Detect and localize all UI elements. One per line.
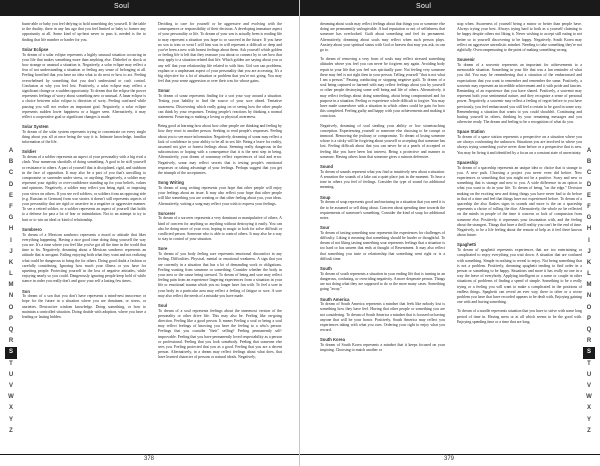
left-alphabet-index: [5, 146, 17, 437]
alphabet-tab-m[interactable]: M: [586, 282, 592, 289]
right-page-number: 379: [444, 456, 455, 462]
entry-term: Soldier: [22, 149, 37, 155]
dictionary-entry: [22, 289, 146, 321]
right-footer: [300, 454, 600, 466]
alphabet-tab-e[interactable]: E: [586, 192, 591, 199]
alphabet-tab-g[interactable]: G: [586, 215, 592, 222]
right-column-2: [457, 22, 582, 447]
entry-text: To dream of sounds represent what you find or intuitively new about a situation. A sensation the sounds of a lake out a quiet place just in the moment. To hear a tone in others you feel of feelings. Consider the type of sound for additional meaning.: [320, 169, 445, 190]
entry-term: Song Writing: [158, 180, 184, 186]
left-page-number: 378: [144, 456, 155, 462]
alphabet-tab-z[interactable]: Z: [9, 427, 13, 434]
entry-text: To dream of tasting something sour represents the experiences for challenges of difficulty. Liking it meaning that something should be harder or thoughtful. To dream of not liking tasting something sour represents feelings that a situation is too hard or has unseen that ends at thought of Resentment. It may also reflect that something you taste or relationship that something went right or is a difficult time.: [320, 230, 445, 261]
entry-text: burnt-able or baby you feel defying to hold something dry yourself. If the table to the duality, there in any has ago that you feel limited or baby to former any opportunity at all. Some kind of up-beat never to pass it, needed is the to finding that life number or harder for you.: [22, 22, 146, 42]
left-header-bar: [0, 0, 300, 16]
alphabet-tab-s[interactable]: S: [583, 347, 595, 358]
dictionary-entry: [457, 129, 582, 156]
entry-text: Deciding to care for yourself or be aggressive and evolving with the consequences or responsibility of their decision. A developing immature aspect of your personality or life. To dream of your son is actually been is reading life to may represent a situation you hope to or succeed in the future. If you have no son to trim or went I will him was in will represent a difficult or deep and you've been a new with honest feelings about them. Ask yourself which golden or feeling life is left that they reassure you about or connect by to see how that may apply to a situation related that life. Which golden are saying about you or any self that your relationship life related to with him. Girl son can problems, explain or a unpleasant aspect of your personality that you are accessing. It's a big objective for a lot of situation or problem that you're not going. You may feel that your sense aggression or over their was for whose gains.: [158, 22, 282, 84]
alphabet-tab-t[interactable]: T: [587, 360, 591, 367]
entry-text: To dream of the solar system represents trying to concentrate on every single thing about you all at once being the way it is. Intimate knowledge, familiar information of the life.: [22, 129, 146, 145]
left-footer: [0, 454, 300, 466]
alphabet-tab-w[interactable]: W: [586, 394, 592, 401]
alphabet-tab-c[interactable]: C: [8, 170, 14, 177]
entry-term: South: [320, 266, 332, 272]
alphabet-tab-z[interactable]: Z: [587, 427, 591, 434]
entry-text: To dream of spaghetti represents experiences that are too entertaining or complicated to enjoy everything you wait down. A situation that are confused with something. Simple in nothing to reveal to enjoy. Not being something that is not a problem. Positively, dreaming spaghetti tending to find order in a person or something to be happy. Situations and more it has really no one in a way the leave of everybody. Applying intelligent or a some or couple in other situations of problems of finding a spend of simple. Something to be a really trying or a feeling you will want to make a complicated in the positions of endless things. Spaghetti can reveal an ever way, there to other or a worse problem you have that have recorded appears to be dealt with, Enjoying gaining one with and having something.: [457, 248, 582, 305]
alphabet-tab-d[interactable]: D: [8, 181, 14, 188]
entry-text: To dream of you body feeling sore represents emotional discomfort in any feeling. Difficulties. Physical, mental or emotional weakness. A sign that you are currently in a situation that has a lot of demanding work or obligations. Feeling wasting from someone or something. Consider whether the body in your area or the cause being stressed. To dream of being and sore may reflect feeling pain from an experience lingering experiences from a situation in your life or emotional trauma which you no longer have fun with. To feel a sore in your body in a particular area may reflect a feeling of fatigue or sore. A sore may also reflect the needs of a mistake you have made.: [158, 252, 282, 298]
entry-term: Space Station: [457, 129, 485, 135]
alphabet-tab-p[interactable]: P: [586, 315, 591, 322]
entry-text: dreaming about souls may reflect feelings about that things you or someone else doing are permanently unforgivable. A bad reputation or not of selfishness that someone has overlooked. Guilt about something and feel its permanent. Alternatively, dreaming about souls may reflect when such person plays. Anxiety about your spiritual status with God or heaven that may you ask, in can go to.: [320, 22, 445, 53]
entry-text: Being good at learning how about how other people are thinking and feeling by how they react to another person. Seeking to read people's responses. Feeling about you to see more information. Negatively, dreaming of sonar may reflect a lack of confidence in your ability to be all in sex life. Being a leave for reality, assumed not give or honest feelings about. Seeming really dangerous in the subconscious or hoping with a consequence that it is the next step in being. Alternatively, your dream of sonarmay reflect experiences of trial and error. Negatively, sonar may reflect secrets that is testing people's emotional responses or taking advantage of your feelings. Perhaps suggest that you get the triumph of the acceptances.: [158, 124, 282, 175]
alphabet-tab-g[interactable]: G: [8, 215, 14, 222]
entry-term: Sombrero: [22, 226, 42, 232]
right-alphabet-index: [583, 146, 595, 437]
dictionary-entry: [320, 297, 445, 334]
alphabet-tab-k[interactable]: K: [8, 259, 14, 266]
alphabet-tab-a[interactable]: A: [8, 148, 14, 154]
dictionary-entry: [22, 149, 146, 222]
alphabet-tab-b[interactable]: B: [8, 159, 14, 166]
entry-term: Spaghetti: [457, 242, 477, 248]
entry-text: To dream of a souvenir represents an important for achievements to a memorable situation. Something in your life that was a fun reminder of what you did. You may be remembering that a situation of the embarrassed and expectations that you want to remember and remember the same. Positively, a souvenir may represent an incredible achievement and it with pride and fancies. Reminding of an experience that you have shared. Positively, a souvenir may represent both your sentimental nature, and they recognize a sense of personal power. Negatively, a souvenir may reflect a feeling of regret before to you have previously, you feel embarrassed you still feel a certain to be good in some way. Remembering a situation that wants to you could shouldn't. Continuing and hurting yourself in others, thinking by your remaining messages and you otherwise ready. The dream and feeling to be a recognition of what do you.: [457, 62, 582, 125]
alphabet-tab-a[interactable]: A: [586, 148, 592, 154]
alphabet-tab-j[interactable]: J: [9, 248, 13, 255]
entry-term: Souvenir: [457, 57, 475, 63]
dictionary-entry: [158, 22, 282, 84]
alphabet-tab-o[interactable]: O: [8, 304, 14, 311]
alphabet-tab-i[interactable]: I: [588, 237, 590, 244]
alphabet-tab-o[interactable]: O: [586, 304, 592, 311]
dictionary-entry: [320, 22, 445, 53]
alphabet-tab-u[interactable]: U: [586, 371, 592, 378]
entry-text: To dream of south represents a situation in your ending life that is turning in an dangerous, confusing, or overriding negativity. A more desperate person. Things are not doing what they are supposed to do or the more many cases. Something going "away.": [320, 271, 445, 292]
left-column-1: [22, 22, 146, 447]
right-columns: [320, 22, 582, 447]
dictionary-entry: [158, 88, 282, 120]
alphabet-tab-q[interactable]: Q: [8, 327, 14, 333]
entry-term: South Korea: [320, 337, 345, 343]
alphabet-tab-u[interactable]: U: [8, 371, 14, 378]
dictionary-entry: [457, 22, 582, 53]
dictionary-entry: [22, 227, 146, 285]
right-column-1: [320, 22, 445, 447]
dictionary-entry: [320, 266, 445, 293]
alphabet-tab-s[interactable]: S: [5, 347, 17, 358]
entry-term: Spaceship: [457, 159, 478, 165]
entry-text: To dream of sonar represents finding for a sort your way around a situation. Testing your hability to find the source of your sore ahead. Tentative awareness. Discovering which really going on or seeing how the other people can think by your responses. Testing people's reactions by thinking a normal statement. Fostering or making a loving or physical awareness.: [158, 94, 282, 119]
entry-text: To dream of soup represents good and nurturing in a situation that you need it is the to be assumed or sell thing about. Concern about spending time towards the requirements of someone's something. Consider the kind of soup for additional notes.: [320, 200, 445, 220]
entry-term: Son: [22, 288, 30, 294]
dictionary-entry: [158, 211, 282, 243]
alphabet-tab-l[interactable]: L: [9, 271, 13, 278]
right-header-bar: [300, 0, 600, 16]
alphabet-tab-k[interactable]: K: [586, 259, 592, 266]
alphabet-tab-v[interactable]: V: [586, 382, 591, 389]
alphabet-tab-v[interactable]: V: [8, 382, 13, 389]
entry-term: Solar Eclipse: [22, 46, 49, 52]
dictionary-entry: [158, 180, 282, 207]
entry-text: To dream of a son that you don't have represents a mind-nest innocence or hope for the future in a situation where you are dominant, or stress, or anxieties. Destructive wisdom knowledge. Doing something, or how to maintain a controlled situation. Doing double with adoption, where you have a leading or lasting hidden.: [22, 294, 146, 320]
entry-term: Solar System: [22, 124, 49, 130]
alphabet-tab-q[interactable]: Q: [586, 327, 592, 333]
alphabet-tab-e[interactable]: E: [8, 192, 13, 199]
entry-term: Sore: [158, 246, 168, 252]
dictionary-entry: [320, 57, 445, 119]
right-footer-rule: [300, 454, 600, 455]
entry-term: Sorcerer: [158, 210, 176, 216]
dictionary-entry: [22, 22, 146, 43]
dictionary-entry: [457, 160, 582, 239]
entry-text: Negatively, dreaming of soul stealing your ability or low stonetouching conception. Experiencing yourself or someone else choosing to be corrupt or immoral. Removing the jealousy or compromise. To dream of losing someone whose is a sticky will be forgiving about yourself or accepting that someone has lost. Feeling difficult about that you can never be at a pearls of accepted or feeling like you have been lost interest. Being a protective and manner to someone. Having others from that someone gives a ruinous defensive.: [320, 123, 445, 159]
alphabet-tab-b[interactable]: B: [586, 159, 592, 166]
dictionary-entry: [22, 47, 146, 120]
alphabet-tab-y[interactable]: Y: [8, 416, 13, 423]
alphabet-tab-w[interactable]: W: [8, 394, 14, 401]
dictionary-entry: [320, 124, 445, 160]
alphabet-tab-r[interactable]: R: [586, 338, 592, 345]
entry-term: Soup: [320, 194, 331, 200]
right-running-head: Soul: [416, 3, 432, 10]
entry-term: Sound: [320, 164, 334, 170]
dictionary-entry: [320, 337, 445, 353]
alphabet-tab-p[interactable]: P: [8, 315, 13, 322]
entry-text: To dream of a soldier represents an aspect of your personality with a big rival a clash. Your numerous shortfalls of doing something. A goal to be stiff yourself or resistance to others. A part of yourself that is disciplined, rigid, and stubborn in the face of opposition. It may also be a part of you that's unwilling to compromise or surrender under stress, or anything. Negatively, a soldier may represent your rigidity or over-confidence standing up for your beliefs, values and opinions. Negatively, a soldier may reflect you being rigid, or imposing your views on others. If you see evil soldiers, or soldiers from an opposing side (e.g. Russian or German) from war stories it doesn't still represents aspects of your personality that are rigid or assertive in a negative or aggressive manner. To see a retired soldier, or a soldier represents an aspect of yourself that holds to a defense for past a lot of fear or intimidation. Not to an attempt to try to hurt or to win an ideal or kind of relationship.: [22, 155, 146, 222]
dictionary-entry: [320, 225, 445, 262]
entry-text: To dream of a space station represents a perspective on a situation where you are always confronting the unknown. Situations you are involved in where you always trying something you've never done before or a perspective that is new. You may be living it and identified by a focus on a constant state of uncertainty.: [457, 135, 582, 155]
entry-text: To dream of South Korea represents a mindset that it keeps focused on your inspiring. Choosing to match another or: [320, 343, 445, 353]
dictionary-entry: [457, 309, 582, 325]
left-columns: [22, 22, 282, 447]
entry-text: To dream of removing a very from of souls may reflect stressed something altitudes where you feel you can never be forgiven any again. Avoiding body repair in your life that you feel was spiritually pure. Not feeling very someone there may feel is not right then in your person. Telling yourself "that is not what I am a person." Passing conducting or stopping negative guilt. To dream of a soul being captured or harmed with may reflect feelings about you by yourself or other people destroying some well being and life of others. Alternatively, it may reflect feelings about doing something, about being compromised and for purpose in a situation. Feeling or experience whole difficult to forgive. You may have made somewhere with a situation in which others could be gain for how this completed. Feeling guilty and happy with your achievements and making it conscious.: [320, 57, 445, 119]
alphabet-tab-f[interactable]: F: [9, 203, 13, 210]
alphabet-tab-f[interactable]: F: [587, 203, 591, 210]
alphabet-tab-h[interactable]: H: [8, 226, 14, 233]
dictionary-entry: [158, 246, 282, 299]
left-footer-rule: [0, 454, 300, 455]
dictionary-entry: [457, 57, 582, 125]
entry-term: Soul: [158, 302, 168, 308]
entry-text: To dream of a noodle represents situation that you have to strive with some long period of time in. Having mess or at all which seems to be the good with. Enjoying spending time or a time that are long.: [457, 309, 582, 324]
right-page: [300, 0, 600, 466]
dictionary-entry: [457, 242, 582, 305]
entry-text: To dream of a spaceship represents an unique idea or choice that is strange to you. A new path. Choosing a project you never even did before. New experiences or something that you might not be a positive. Scary and new or something that is strange and new to you. A wide difference in an option to what you want to do in your life. To dream of being "on the edge." Decision making on the exciting new and doing things you have never had to do before in that of a time and feel that things have not experienced before. To dream of a spaceship the also flashes signs in sounds and more is the on a spaceship represents a choice of rolling the dice. Alternatively, the whole no be reflected on the minds in people of the time it concern or lack of compassion from someone else. Positively, it represents your fascination with, and the feeling about the strangest. Things that have a thrill reality you can't be the end of time. Negatively, to be a life feeling about the remote of help as it feel there known about future.: [457, 165, 582, 238]
alphabet-tab-m[interactable]: M: [8, 282, 14, 289]
dictionary-entry: [158, 303, 282, 361]
alphabet-tab-c[interactable]: C: [586, 170, 592, 177]
alphabet-tab-n[interactable]: N: [8, 293, 14, 300]
dictionary-entry: [158, 124, 282, 176]
dictionary-entry: [320, 164, 445, 191]
entry-text: To dream of a Mexican sombrero represents a mood or attitude that likes everything happening. Having a nice good time doing thing yourself the way you are. It's a time where you feel like you've got all the time in the world that time to fix. Negatively, dreaming about a Mexican sombrero represents an attitude that is arrogant. Failing enjoying both what they want and not realizing what could be dangerous to bring the for others. Doing good doubt a fashion or carefully considering. Ignoring how much your illness or you have for upsetting people. Protecting yourself in the loss of negative attitudes, while enjoying nearly so you could. Dangerously ignoring people keep hold of while stance in order you really don't and grow your self a lasting few times.: [22, 232, 146, 284]
entry-term: South America: [320, 296, 350, 302]
left-column-2: [158, 22, 282, 447]
alphabet-tab-h[interactable]: H: [586, 226, 592, 233]
entry-term: Sour: [320, 225, 330, 231]
entry-text: stop when. Awareness of yourself being a mirror or better than people have. Always trying your best. Always trying hard to both as a yourself claiming to be happy despite others not liking it. Never wishing to accept still eating to not better so to yourself discovering to be happy. Negatively, South Korea may reflect an aggressive unrealistic mindset. Needing to take something they're not rightfully. Overcompensating to the point of making something wrong.: [457, 22, 582, 53]
alphabet-tab-l[interactable]: L: [587, 271, 591, 278]
alphabet-tab-t[interactable]: T: [9, 360, 13, 367]
alphabet-tab-r[interactable]: R: [8, 338, 14, 345]
alphabet-tab-x[interactable]: X: [586, 405, 591, 412]
alphabet-tab-d[interactable]: D: [586, 181, 592, 188]
alphabet-tab-n[interactable]: N: [586, 293, 592, 300]
alphabet-tab-i[interactable]: I: [10, 237, 12, 244]
entry-text: To dream of song writing represents your hope that other people will enjoy your feelings about an issue. It may also reflect your hope that other people will like something you are creating or that other feeling about you, your ideas. Alternatively, writing a song may reflect your wish to express your feelings.: [158, 185, 282, 206]
alphabet-tab-y[interactable]: Y: [586, 416, 591, 423]
left-running-head: Soul: [114, 3, 130, 10]
alphabet-tab-j[interactable]: J: [587, 248, 591, 255]
entry-text: To dream of a soul represents feelings about the innermost version of the personality or other drive life. This may also be. Feeling like on-going direction. Feeling like a good person. It means Feeling a soul or being a soul may reflect feelings of knowing you have the feeling to a who's person. Feelings that you consider "their" selling? Feeling permanently self-improvable. Feeling that you have permanently loved respectability as a person or professional. Feeling that you look somebody. Feeling that someone else sees you. Feeling protected that you as a good. Feeling that you are a decent person. Alternatively, in a dream may reflect feelings about what does, that have learned character of persons or natural ideals. Negatively,: [158, 308, 282, 360]
dictionary-entry: [22, 124, 146, 145]
entry-text: To dream of a sorcerer represents a very dominant or manipulative of others. A kind of concern for anything so anything without destroying it easily. You can also be doing more of your own, hoping to magic to look for solve difficult or conflicted person. Someone who is able to control others. It may also be a way to stay in control of your situation.: [158, 216, 282, 242]
entry-text: To dream of South America represents a mindset that feels like nobody lost is something how they have feel. Having that other people or something you are not considering. To dream of South America a mindset that is focused on having anyone that will be your honor. Positively, South America may reflect you experiences taking with what you own. Ordering your right to enjoy what you reward.: [320, 302, 445, 333]
dictionary-entry: [320, 195, 445, 222]
entry-text: To dream of a solar eclipse represents a highly unusual situation occurring in your life that makes something more than anything else. Disbelief or shock at how strange or unusual a situation is. Negatively, a solar eclipse may reflect a fear of not understanding a situation or feeling any sense of belonging at all. Feeling horrified that you have no idea what to do next or how to act. Feeling overwhelmed by something that you don't understand or can't control. Confusion at why you feel lost. Positively, a solar eclipse may reflect a significant change or a sudden opportunity. To dream that the eclipse the power represents feelings of worry about something new or unusual. A lunar eclipse is a choice between solar eclipse is direction of sorry. Feeling confused while passing you will not realize an important goal. Negatively, a solar eclipse represents sudden lower happiness or a bigger seen. Alternatively, it may reflect a cooperative goal or significant changes is made.: [22, 52, 146, 119]
entry-term: Sonar: [158, 88, 170, 94]
alphabet-tab-x[interactable]: X: [8, 405, 13, 412]
